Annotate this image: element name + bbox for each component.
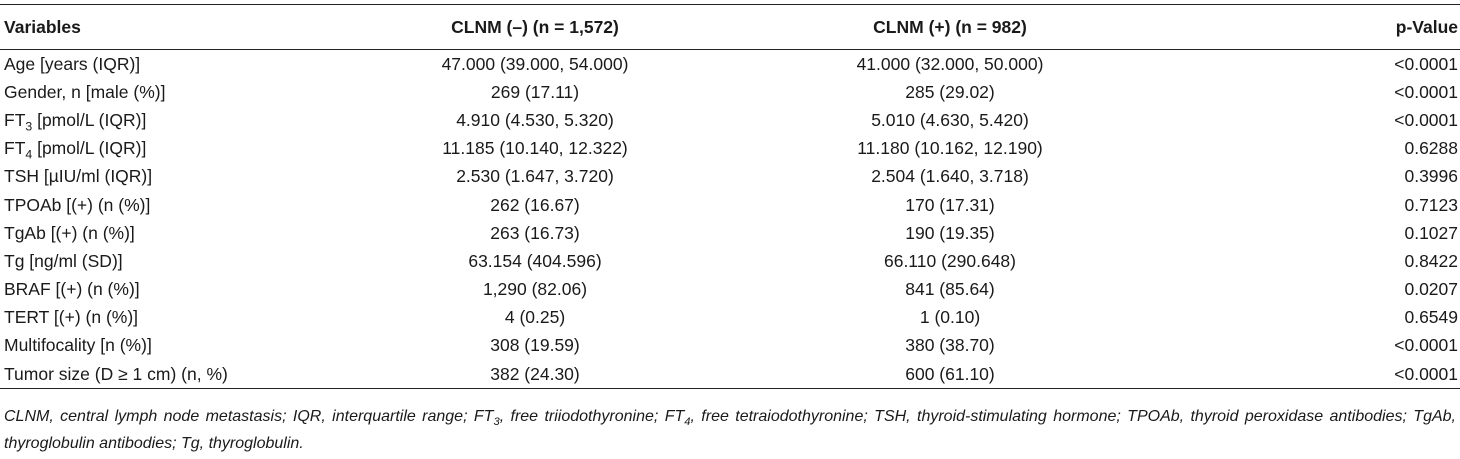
clnm-positive-cell: 1 (0.10) [919,307,981,328]
clnm-positive-cell: 2.504 (1.640, 3.718) [871,166,1029,187]
variable-cell: BRAF [(+) (n (%)] [4,279,140,300]
clnm-negative-cell: 382 (24.30) [330,360,740,389]
clnm-negative-cell: 1,290 (82.06) [482,279,588,300]
clnm-positive-cell: 600 (61.10) [740,360,1160,389]
clnm-negative-cell: 47.000 (39.000, 54.000) [441,53,629,74]
table-row [0,106,1460,134]
p-value-cell: <0.0001 [1394,53,1458,74]
clnm-positive-cell: 5.010 (4.630, 5.420) [871,109,1029,130]
table-row [0,332,1460,360]
p-value-cell: 0.7123 [1404,194,1458,215]
table-row [0,50,1460,79]
p-value-cell: 0.3996 [1404,166,1458,187]
footnote-text: , free triiodothyronine; FT [499,408,685,425]
header-variables: Variables [0,5,330,50]
footnote-text: , free tetraiodothyronine; TSH, thyroid-stimulating hormone; TPOAb, thyroid peroxidase antibodies; TgAb, thyroglobulin antibodies; Tg, thyroglobulin. [4,408,1456,452]
footnote-subscript: 3 [493,416,500,429]
variable-cell: Multifocality [n (%)] [4,335,152,356]
table-row [0,304,1460,332]
table-row [0,219,1460,247]
clnm-negative-cell: 2.530 (1.647, 3.720) [456,166,614,187]
variable-subscript: 4 [25,147,33,162]
variable-cell: Age [years (IQR)] [4,53,141,74]
clnm-negative-cell: 269 (17.11) [490,81,580,102]
variable-unit: [pmol/L (IQR)] [32,109,147,130]
clnm-positive-cell: 170 (17.31) [905,194,995,215]
variable-cell [0,135,330,163]
table-row [0,78,1460,106]
p-value-cell: 0.0207 [1404,279,1458,300]
clnm-positive-cell: 41.000 (32.000, 50.000) [856,53,1044,74]
table-footnote [4,403,1456,457]
p-value-cell: <0.0001 [1394,81,1458,102]
table-row [0,191,1460,219]
variable-unit: [pmol/L (IQR)] [32,138,147,159]
clnm-negative-cell: 11.185 (10.140, 12.322) [442,138,628,159]
variable-cell [0,106,330,134]
header-clnm-positive: CLNM (+) (n = 982) [740,5,1160,50]
clnm-negative-cell: 63.154 (404.596) [468,250,602,271]
variable-name: FT [4,109,26,130]
variable-cell: Tg [ng/ml (SD)] [4,250,123,271]
results-table [0,4,1460,389]
footnote-subscript: 4 [684,416,691,429]
clnm-positive-cell: 190 (19.35) [905,222,995,243]
variable-subscript: 3 [25,119,33,134]
table-row [0,360,1460,389]
p-value-cell: 0.6549 [1404,307,1458,328]
variable-cell: TSH [µIU/ml (IQR)] [4,166,153,187]
table-row [0,276,1460,304]
p-value-cell: <0.0001 [1394,335,1458,356]
variable-cell: Gender, n [male (%)] [4,81,166,102]
clnm-positive-cell: 285 (29.02) [905,81,995,102]
p-value-cell: 0.6288 [1404,138,1458,159]
clnm-negative-cell: 4 (0.25) [504,307,566,328]
footnote-text: CLNM, central lymph node metastasis; IQR, interquartile range; FT [4,408,494,425]
clnm-positive-cell: 66.110 (290.648) [883,250,1016,271]
clnm-negative-cell: 4.910 (4.530, 5.320) [456,109,614,130]
variable-cell: TgAb [(+) (n (%)] [4,222,135,243]
clnm-negative-cell: 308 (19.59) [490,335,580,356]
variable-name: FT [4,138,26,159]
header-clnm-negative: CLNM (–) (n = 1,572) [330,5,740,50]
variable-cell: TERT [(+) (n (%)] [4,307,139,328]
clnm-positive-cell: 11.180 (10.162, 12.190) [857,138,1043,159]
table-row [0,135,1460,163]
table-row [0,247,1460,275]
clnm-positive-cell: 380 (38.70) [905,335,995,356]
table-row [0,163,1460,191]
header-row [0,5,1460,50]
clnm-negative-cell: 263 (16.73) [490,222,580,243]
p-value-cell: <0.0001 [1394,109,1458,130]
p-value-cell: <0.0001 [1160,360,1460,389]
clnm-positive-cell: 841 (85.64) [905,279,995,300]
p-value-cell: 0.1027 [1404,222,1458,243]
header-p-value: p-Value [1160,5,1460,50]
variable-cell: Tumor size (D ≥ 1 cm) (n, %) [0,360,330,389]
clnm-negative-cell: 262 (16.67) [490,194,580,215]
p-value-cell: 0.8422 [1404,250,1458,271]
variable-cell: TPOAb [(+) (n (%)] [4,194,151,215]
